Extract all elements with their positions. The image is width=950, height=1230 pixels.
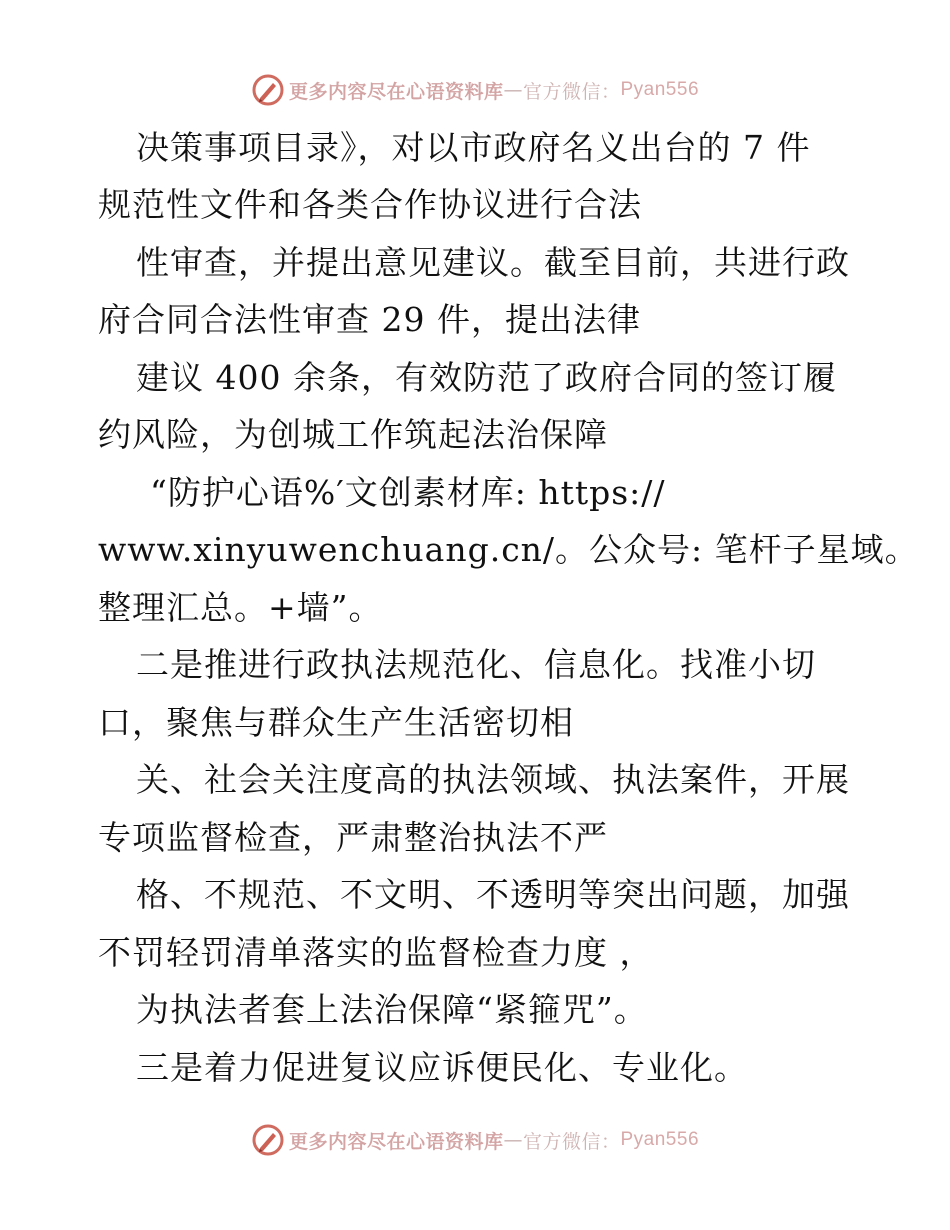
footer-wechat-label: 官方微信： [522,1130,621,1153]
body-line: 为执法者套上法治保障“紧箍咒”。 [136,990,648,1029]
footer-separator: — [503,1129,523,1151]
body-line: 三是着力促进复议应诉便民化、专业化。 [136,1048,748,1087]
body-line: 约风险，为创城工作筑起法治保障 [98,415,608,454]
body-line: 建议 400 余条，有效防范了政府合同的签订履 [136,358,837,397]
body-line: 整理汇总。+墙”。 [98,588,383,627]
body-line: 决策事项目录》，对以市政府名义出台的 7 件 [136,128,811,167]
body-line: 格、不规范、不文明、不透明等突出问题，加强 [136,875,850,914]
body-line: 专项监督检查，严肃整治执法不严 [98,818,608,857]
body-line: 性审查，并提出意见建议。截至目前，共进行政 [136,243,850,282]
body-line: 府合同合法性审查 29 件，提出法律 [98,300,641,339]
footer-wechat-id: Pyan556 [620,1129,700,1150]
body-line: 不罚轻罚清单落实的监督检查力度 ， [98,933,654,972]
body-line: 二是推进行政执法规范化、信息化。找准小切 [136,645,816,684]
body-line: “防护心语%′文创素材库: https:// [150,473,666,512]
header-wechat-label: 官方微信： [522,80,621,103]
header-site-name: 更多内容尽在心语资料库 [288,80,504,103]
pen-circle-logo-icon [251,1123,285,1157]
body-line: 口，聚焦与群众生产生活密切相 [98,703,574,742]
body-line: www.xinyuwenchuang.cn/。公众号: 笔杆子星域。 [98,530,919,569]
footer-banner [0,1120,950,1160]
footer-site-name: 更多内容尽在心语资料库 [288,1130,504,1153]
body-line: 关、社会关注度高的执法领域、执法案件，开展 [136,760,850,799]
header-separator: — [503,79,523,101]
body-line: 规范性文件和各类合作协议进行合法 [98,185,642,224]
header-wechat-id: Pyan556 [620,79,700,100]
